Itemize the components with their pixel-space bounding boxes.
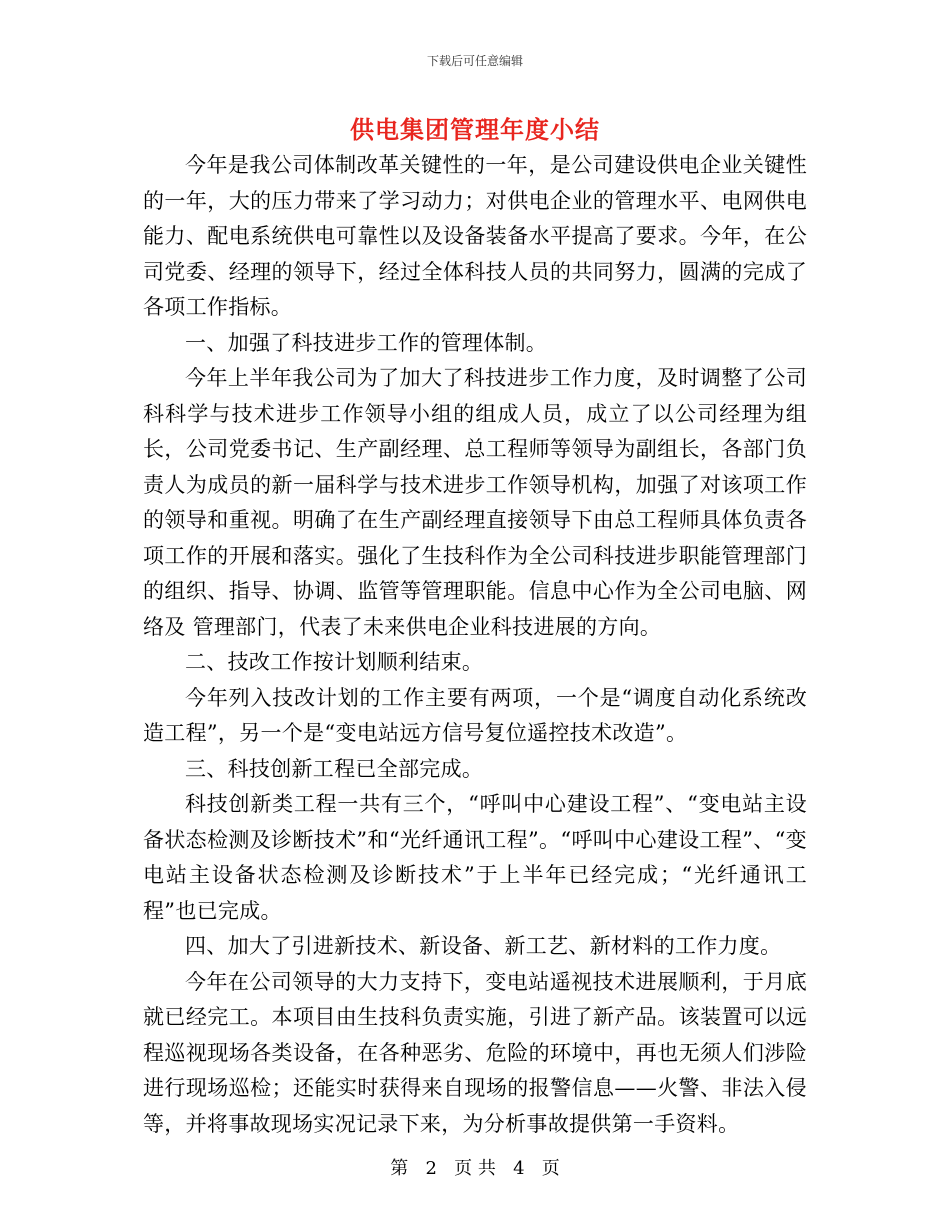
page-footer (0, 1154, 950, 1180)
footer-suffix: 页 (541, 1158, 560, 1179)
section-heading-2: 二、技改工作按计划顺利结束。 (185, 650, 484, 674)
section-heading-3: 三、科技创新工程已全部完成。 (185, 756, 484, 781)
paragraph-section-4: 今年在公司领导的大力支持下，变电站遥视技术进展顺利，于月底就已经完工。本项目由生技科负责实施，引进了新产品。该装置可以远程巡视现场各类设备，在各种恶劣、危险的环境中，再也无须人们涉险进行现场巡检；还能实时获得来自现场的报警信息——火警、非法入侵等，并将事故现场实况记录下来，为分析事故提供第一手资料。 (143, 969, 807, 1136)
footer-prefix: 第 (390, 1158, 409, 1179)
footer-middle: 页 共 (454, 1158, 496, 1179)
current-page-number: 2 (425, 1158, 437, 1179)
paragraph-section-2: 今年列入技改计划的工作主要有两项，一个是“调度自动化系统改造工程”，另一个是“变电站远方信号复位遥控技术改造”。 (143, 685, 807, 745)
document-title: 供电集团管理年度小结 (350, 115, 600, 144)
section-heading-4: 四、加大了引进新技术、新设备、新工艺、新材料的工作力度。 (185, 934, 782, 958)
paragraph-intro: 今年是我公司体制改革关键性的一年，是公司建设供电企业关键性的一年，大的压力带来了学习动力；对供电企业的管理水平、电网供电能力、配电系统供电可靠性以及设备装备水平提高了要求。今年，在公司党委、经理的领导下，经过全体科技人员的共同努力，圆满的完成了各项工作指标。 (143, 153, 807, 319)
total-pages-number: 4 (513, 1158, 525, 1179)
header-note: 下载后可任意编辑 (426, 54, 523, 68)
section-heading-1: 一、加强了科技进步工作的管理体制。 (185, 330, 548, 355)
document-body (143, 148, 807, 1142)
paragraph-section-3: 科技创新类工程一共有三个，“呼叫中心建设工程”、“变电站主设备状态检测及诊断技术”和“光纤通讯工程”。“呼叫中心建设工程”、“变电站主设备状态检测及诊断技术”于上半年已经完成；“光纤通讯工程”也已完成。 (143, 792, 807, 923)
paragraph-section-1: 今年上半年我公司为了加大了科技进步工作力度，及时调整了公司科科学与技术进步工作领导小组的组成人员，成立了以公司经理为组长，公司党委书记、生产副经理、总工程师等领导为副组长，各部门负责人为成员的新一届科学与技术进步工作领导机构，加强了对该项工作的领导和重视。明确了在生产副经理直接领导下由总工程师具体负责各项工作的开展和落实。强化了生技科作为全公司科技进步职能管理部门的组织、指导、协调、监管等管理职能。信息中心作为全公司电脑、网络及 管理部门，代表了未来供电企业科技进展的方向。 (143, 366, 807, 639)
